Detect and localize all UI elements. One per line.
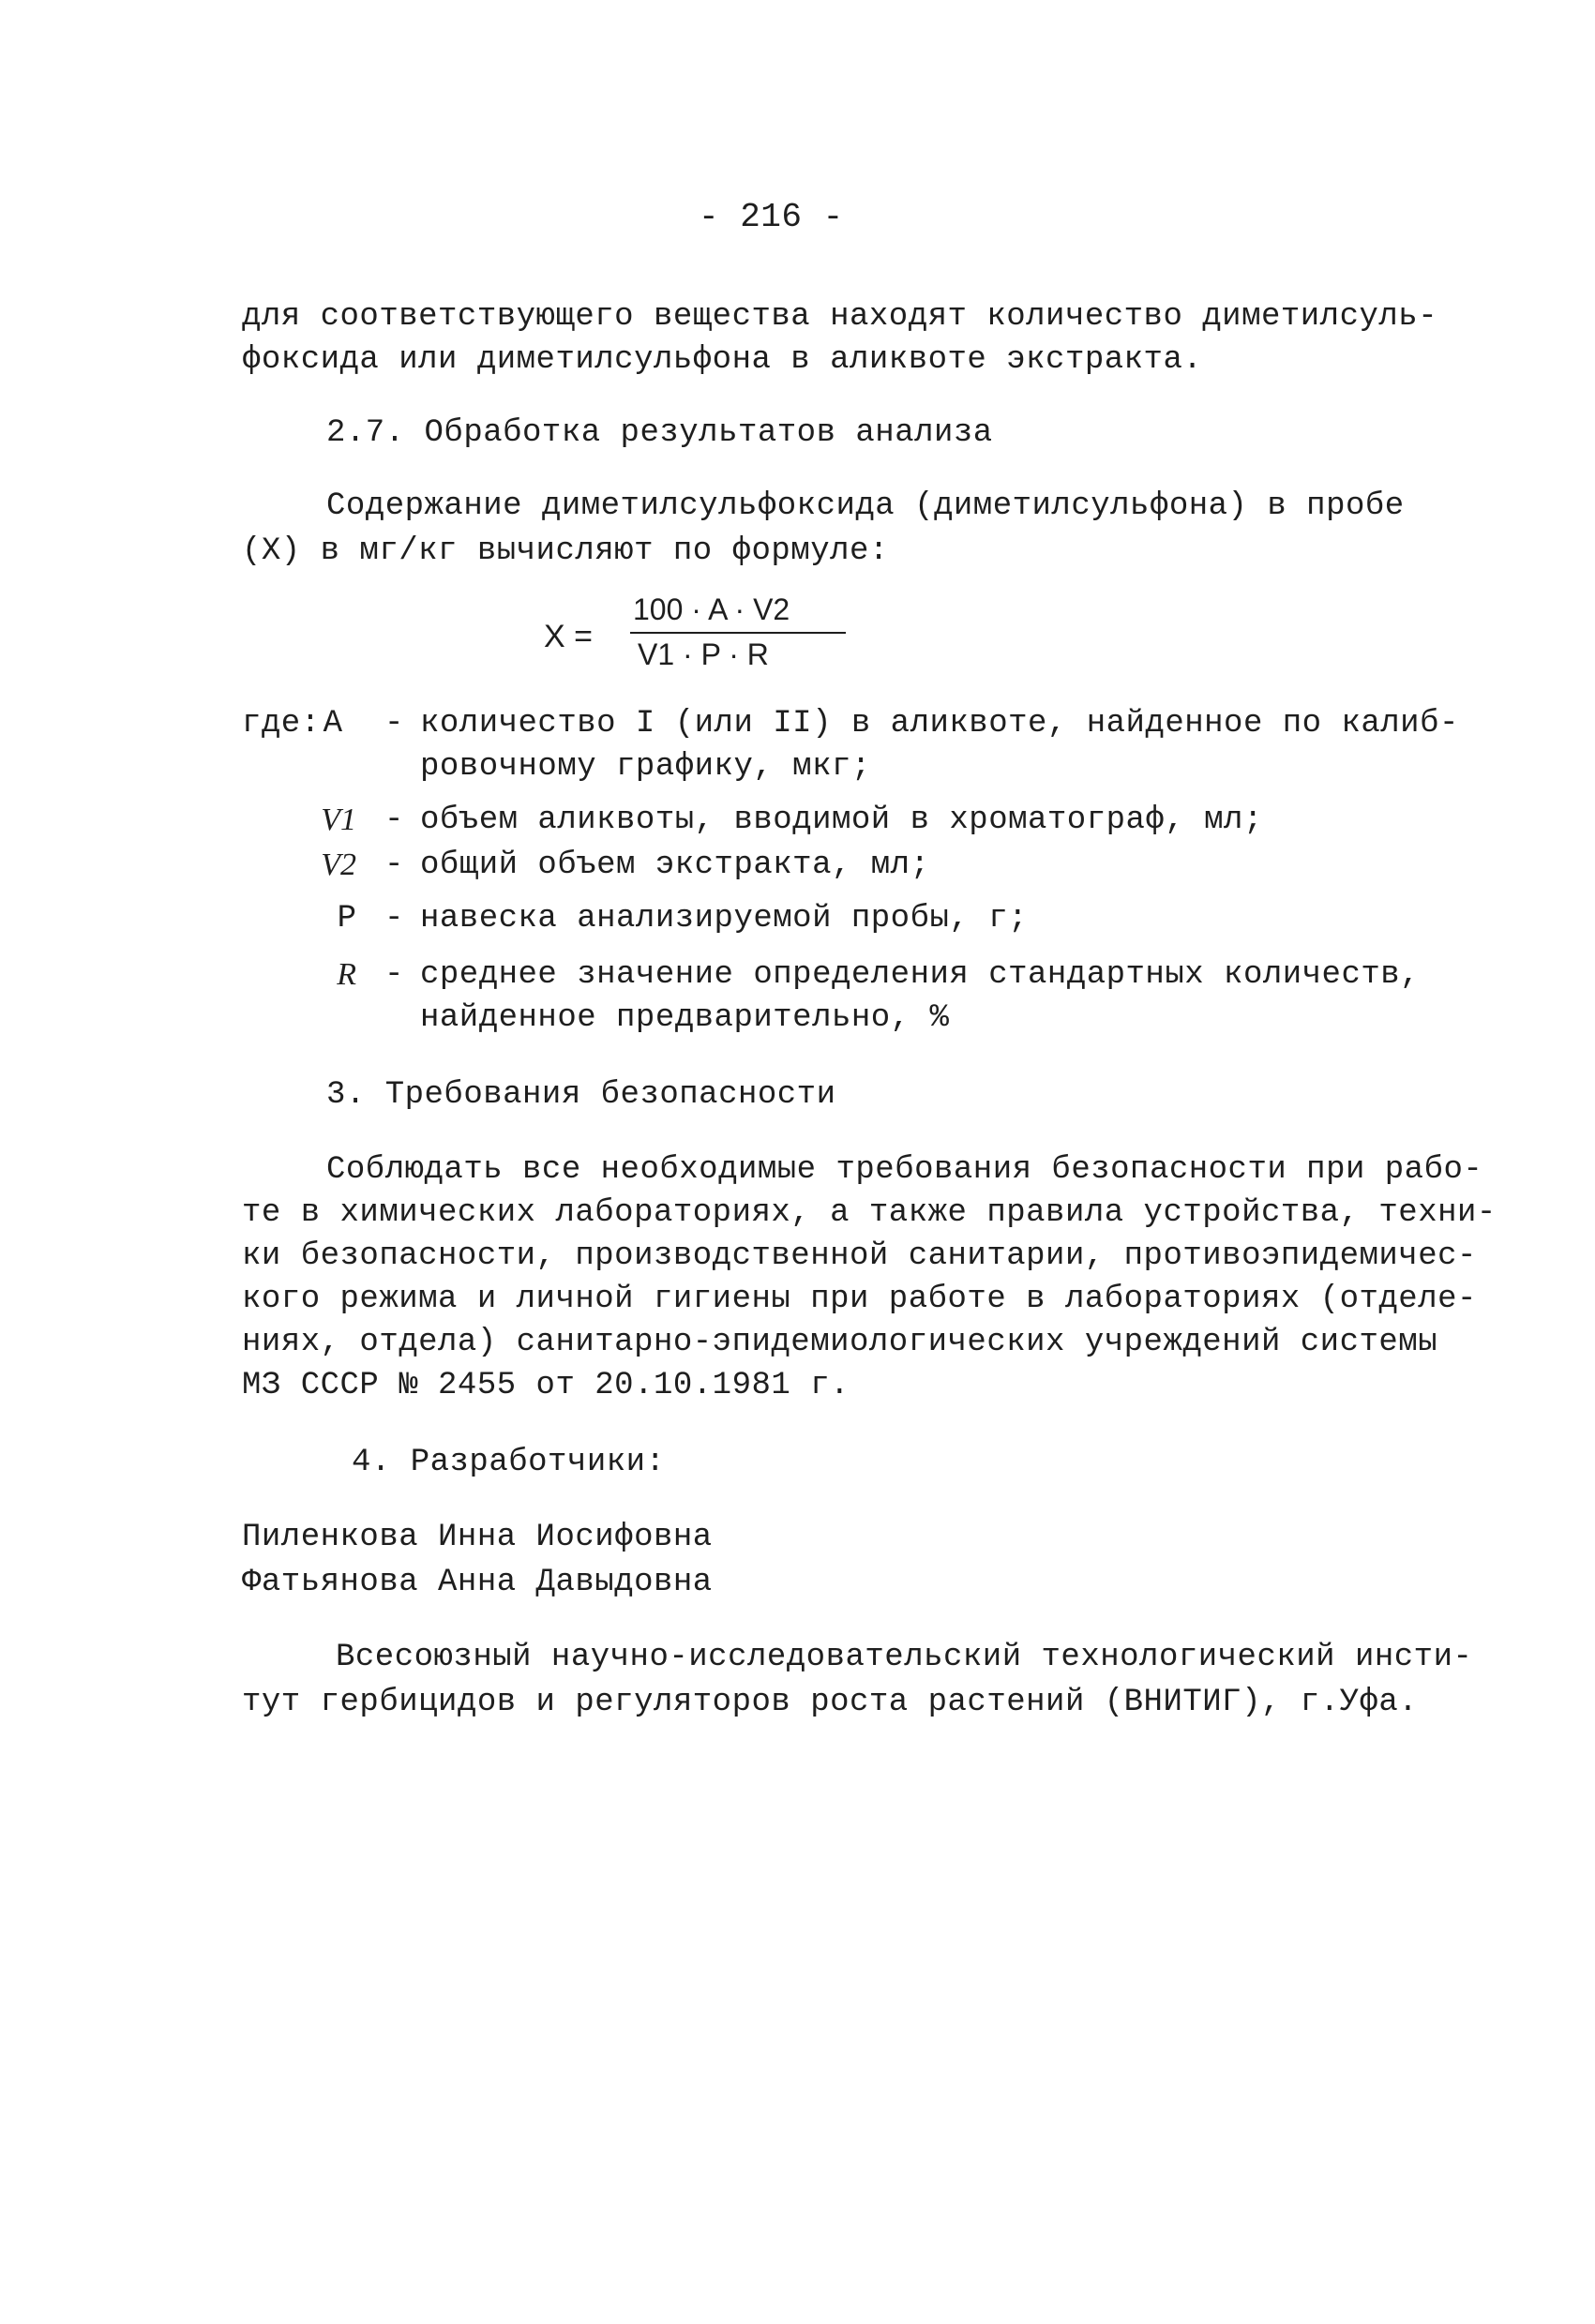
organization-line-1: Всесоюзный научно-исследовательский технологический инсти-	[336, 1640, 1473, 1675]
definitions-where-label: где:	[242, 706, 321, 742]
formula-lhs: X =	[544, 619, 593, 654]
section-2-7-para-line-1: Содержание диметилсульфоксида (диметилсульфона) в пробе	[326, 488, 1405, 524]
definition-key-p: P	[337, 901, 356, 937]
section-3-line-5: ниях, отдела) санитарно-эпидемиологических учреждений системы	[242, 1325, 1438, 1360]
definition-key-r: R	[337, 957, 356, 992]
section-4-heading: 4. Разработчики:	[352, 1445, 666, 1480]
section-3-line-2: те в химических лабораториях, а также правила устройства, техни-	[242, 1195, 1497, 1231]
definition-text-v1: объем аликвоты, вводимой в хроматограф, мл;	[420, 802, 1263, 838]
section-2-7-heading: 2.7. Обработка результатов анализа	[326, 415, 993, 451]
formula-fraction-bar	[630, 632, 846, 634]
section-3-line-4: кого режима и личной гигиены при работе в лабораториях (отделе-	[242, 1282, 1477, 1317]
definition-dash-v1: -	[384, 802, 404, 838]
definition-key-v2: V2	[321, 847, 356, 882]
definition-dash-a: -	[384, 706, 404, 742]
definition-dash-r: -	[384, 957, 404, 993]
definition-key-v1: V1	[321, 802, 356, 837]
definition-text-a-line-2: ровочному графику, мкг;	[420, 749, 871, 785]
definition-text-r-line-2: найденное предварительно, %	[420, 1000, 950, 1036]
definition-dash-p: -	[384, 901, 404, 937]
definition-text-p: навеска анализируемой пробы, г;	[420, 901, 1029, 937]
formula-numerator: 100 · A · V2	[633, 592, 790, 626]
author-1: Пиленкова Инна Иосифовна	[242, 1520, 713, 1555]
section-2-7-para-line-2: (X) в мг/кг вычисляют по формуле:	[242, 533, 889, 569]
author-2: Фатьянова Анна Давыдовна	[242, 1565, 713, 1600]
definition-dash-v2: -	[384, 847, 404, 883]
organization-line-2: тут гербицидов и регуляторов роста растений (ВНИТИГ), г.Уфа.	[242, 1685, 1419, 1720]
formula-denominator: V1 · P · R	[638, 637, 769, 671]
intro-line-2: фоксида или диметилсульфона в аликвоте экстракта.	[242, 342, 1203, 378]
section-3-line-6: МЗ СССР № 2455 от 20.10.1981 г.	[242, 1368, 850, 1403]
page-number: - 216 -	[699, 198, 844, 236]
definition-text-a-line-1: количество I (или II) в аликвоте, найденное по калиб-	[420, 706, 1459, 742]
section-3-heading: 3. Требования безопасности	[326, 1077, 836, 1113]
definition-text-v2: общий объем экстракта, мл;	[420, 847, 930, 883]
formula	[544, 591, 863, 694]
intro-line-1: для соответствующего вещества находят количество диметилсуль-	[242, 299, 1438, 335]
section-3-line-3: ки безопасности, производственной санитарии, противоэпидемичес-	[242, 1238, 1477, 1274]
definition-key-a: A	[323, 706, 342, 742]
section-3-line-1: Соблюдать все необходимые требования безопасности при рабо-	[326, 1152, 1483, 1188]
definition-text-r-line-1: среднее значение определения стандартных количеств,	[420, 957, 1421, 993]
